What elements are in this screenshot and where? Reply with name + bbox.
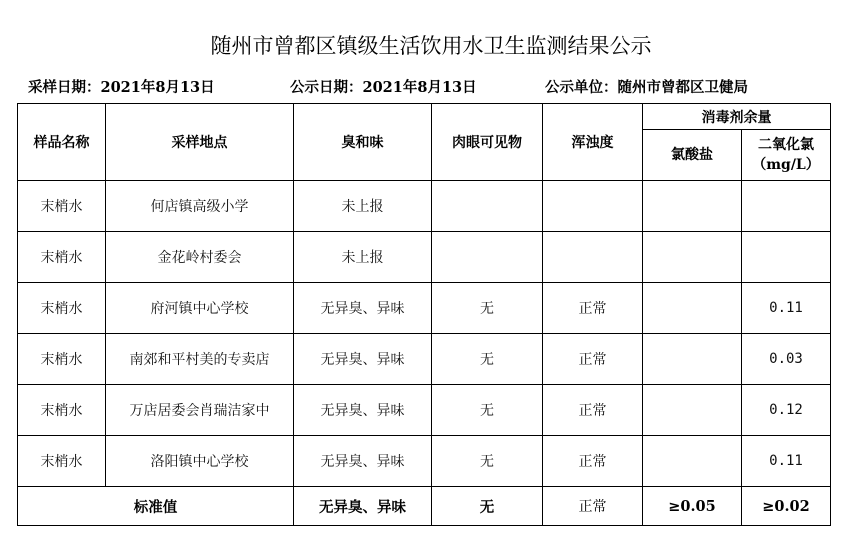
cell-location: 金花岭村委会 <box>106 232 294 283</box>
table-row <box>18 334 831 385</box>
cell-turbidity: 正常 <box>543 436 643 487</box>
cell-sample: 末梢水 <box>18 232 106 283</box>
cell-sample: 末梢水 <box>18 334 106 385</box>
cell-chlorine-dioxide <box>742 181 831 232</box>
publish-date: 公示日期：2021年8月13日 <box>290 79 477 96</box>
cell-turbidity <box>543 181 643 232</box>
publisher: 公示单位：随州市曾都区卫健局 <box>545 79 748 96</box>
cell-sample: 末梢水 <box>18 385 106 436</box>
standard-turbidity: 正常 <box>543 487 643 526</box>
cell-chlorate <box>643 385 742 436</box>
cell-odor: 未上报 <box>294 181 432 232</box>
cell-visible <box>432 181 543 232</box>
cell-sample: 末梢水 <box>18 181 106 232</box>
header-location: 采样地点 <box>106 104 294 181</box>
header-turbidity: 浑浊度 <box>543 104 643 181</box>
table-row <box>18 181 831 232</box>
header-chlorine-dioxide <box>742 130 831 181</box>
standard-row <box>18 487 831 526</box>
cell-chlorine-dioxide: 0.11 <box>742 283 831 334</box>
cell-location: 南郊和平村美的专卖店 <box>106 334 294 385</box>
cell-sample: 末梢水 <box>18 436 106 487</box>
cell-chlorine-dioxide <box>742 232 831 283</box>
cell-chlorate <box>643 283 742 334</box>
results-table <box>17 103 831 526</box>
header-chlorine-dioxide-unit: （mg/L） <box>752 157 820 173</box>
cell-chlorate <box>643 436 742 487</box>
cell-location: 府河镇中心学校 <box>106 283 294 334</box>
cell-chlorine-dioxide: 0.12 <box>742 385 831 436</box>
table-row <box>18 232 831 283</box>
table-row <box>18 436 831 487</box>
cell-location: 洛阳镇中心学校 <box>106 436 294 487</box>
cell-turbidity <box>543 232 643 283</box>
cell-turbidity: 正常 <box>543 334 643 385</box>
cell-visible: 无 <box>432 385 543 436</box>
cell-chlorate <box>643 334 742 385</box>
cell-visible: 无 <box>432 283 543 334</box>
cell-visible: 无 <box>432 334 543 385</box>
cell-chlorate <box>643 232 742 283</box>
header-odor: 臭和味 <box>294 104 432 181</box>
cell-odor: 未上报 <box>294 232 432 283</box>
cell-odor: 无异臭、异味 <box>294 385 432 436</box>
cell-odor: 无异臭、异味 <box>294 334 432 385</box>
header-disinfectant: 消毒剂余量 <box>643 104 831 130</box>
cell-odor: 无异臭、异味 <box>294 283 432 334</box>
standard-odor: 无异臭、异味 <box>294 487 432 526</box>
cell-visible: 无 <box>432 436 543 487</box>
cell-chlorate <box>643 181 742 232</box>
cell-chlorine-dioxide: 0.03 <box>742 334 831 385</box>
cell-location: 万店居委会肖瑞洁家中 <box>106 385 294 436</box>
standard-visible: 无 <box>432 487 543 526</box>
cell-location: 何店镇高级小学 <box>106 181 294 232</box>
cell-odor: 无异臭、异味 <box>294 436 432 487</box>
sampling-date: 采样日期：2021年8月13日 <box>28 79 215 96</box>
cell-visible <box>432 232 543 283</box>
header-sample-name: 样品名称 <box>18 104 106 181</box>
standard-chlorine-dioxide: ≥0.02 <box>742 487 831 526</box>
header-chlorine-dioxide-label: 二氧化氯 <box>758 137 814 153</box>
standard-chlorate: ≥0.05 <box>643 487 742 526</box>
cell-turbidity: 正常 <box>543 385 643 436</box>
cell-turbidity: 正常 <box>543 283 643 334</box>
cell-sample: 末梢水 <box>18 283 106 334</box>
header-visible: 肉眼可见物 <box>432 104 543 181</box>
page-title: 随州市曾都区镇级生活饮用水卫生监测结果公示 <box>210 34 652 58</box>
table-row <box>18 385 831 436</box>
cell-chlorine-dioxide: 0.11 <box>742 436 831 487</box>
header-row <box>18 104 831 130</box>
standard-label: 标准值 <box>18 487 294 526</box>
header-chlorate: 氯酸盐 <box>643 130 742 181</box>
table-row <box>18 283 831 334</box>
